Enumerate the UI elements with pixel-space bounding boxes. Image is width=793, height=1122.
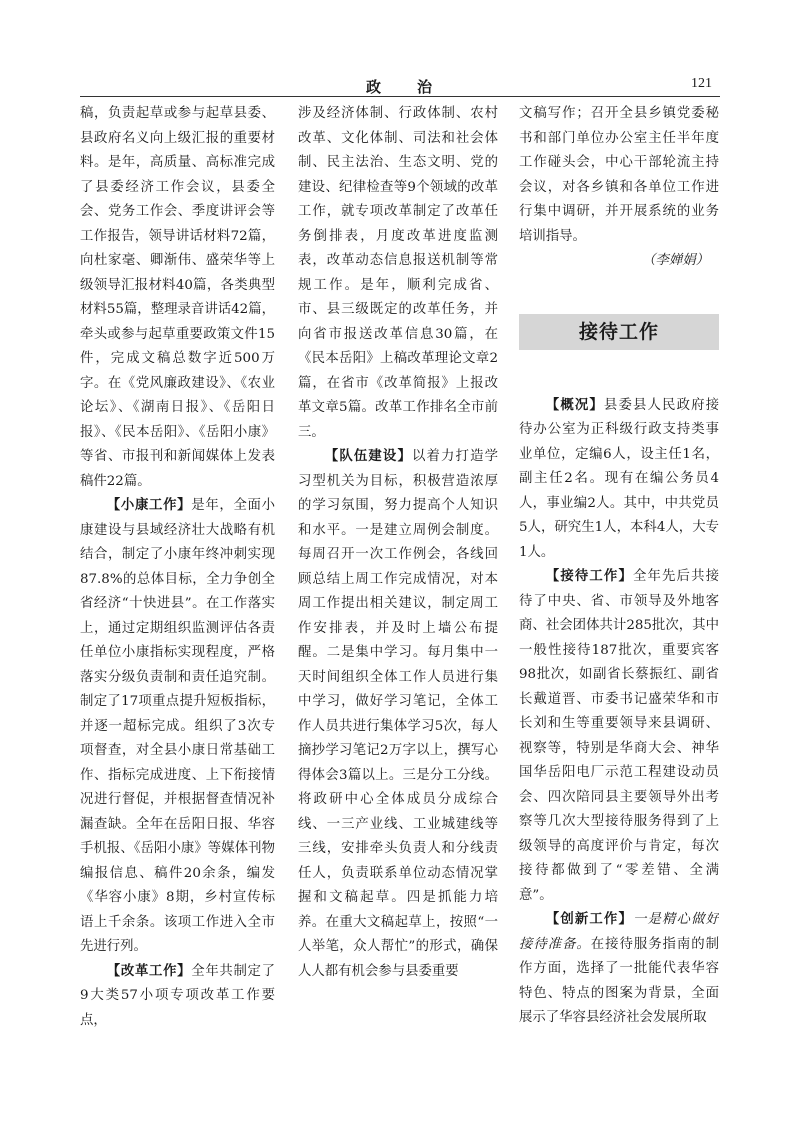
paragraph-xiaokang — [80, 494, 275, 960]
paragraph-heading: 【概况】 — [545, 397, 604, 413]
paragraph-continued: 稿，负责起草或参与起草县委、县政府名义向上级汇报的重要材料。是年，高质量、高标准完成了县委经济工作会议，县委全会、党务工作会、季度讲评会等工作报告，领导讲话材料72篇，向杜家毫、卿渐伟、盛荣华等上级领导汇报材料40篇，各类典型材料55篇，整理录音讲话42篇，牵头或参与起草重要政策文件15件，完成文稿总数字近500万字。在《党风廉政建设》、《农业论坛》、《湖南日报》、《岳阳日报》、《民本岳阳》、《岳阳小康》等省、市报刊和新闻媒体上发表稿件22篇。 — [80, 106, 275, 489]
header-rule — [80, 96, 720, 97]
text-column-3 — [519, 102, 719, 1102]
paragraph-body: 以着力打造学习型机关为目标，积极营造浓厚的学习氛围，努力提高个人知识和水平。一是建立周例会制度。每周召开一次工作例会，各线回顾总结上周工作完成情况，对本周工作提出相关建议，制定周工作安排表，并及时上墙公布提醒。二是集中学习。每月集中一天时间组织全体工作人员进行集中学习，做好学习笔记，全体工作人员共进行集体学习5次，每人摘抄学习笔记2万字以上，撰写心得体会3篇以上。三是分工分线。将政研中心全体成员分成综合线、一三产业线、工业城建线等三线，安排牵头负责人和分线责任人，负责联系单位动态情况掌握和文稿起草。四是抓能力培养。在重大文稿起草上，按照“一人举笔，众人帮忙”的形式，确保人人都有机会参与县委重要 — [298, 449, 498, 979]
paragraph-body: 在接待服务指南的制作方面，选择了一批能代表华容特色、特点的图案为背景，全面展示了华容县经济社会发展所取 — [519, 936, 719, 1025]
paragraph-heading: 【创新工作】 — [545, 912, 633, 927]
paragraph-reform — [80, 960, 275, 1034]
paragraph-body: 全年共制定了9大类57小项专项改革工作要点， — [80, 963, 275, 1028]
paragraph-innovation — [519, 908, 719, 1031]
paragraph-emphasis: 一是精心做好接待准备。 — [519, 912, 719, 952]
paragraph-heading: 【接待工作】 — [545, 569, 633, 584]
paragraph-continued: 文稿写作；召开全县乡镇党委秘书和部门单位办公室主任半年度工作碰头会，中心干部轮流主持会议，对各乡镇和各单位工作进行集中调研，并开展系统的业务培训指导。 — [519, 106, 719, 244]
paragraph-heading: 【改革工作】 — [106, 963, 192, 979]
text-column-2 — [298, 102, 498, 1102]
paragraph-reception — [519, 565, 719, 908]
section-title-box: 接待工作 — [519, 314, 719, 350]
paragraph-overview — [519, 394, 719, 566]
author-signature: （李婵娟） — [642, 253, 709, 268]
paragraph-body: 全年先后共接待了中央、省、市领导及外地客商、社会团体共计285批次，其中一般性接待187批次，重要宾客98批次，如副省长蔡振红、副省长戴道晋、市委书记盛荣华和市长刘和生等重要领导来县调研、视察等，特别是华商大会、神华国华岳阳电厂示范工程建设动员会、四次陪同县主要领导外出考察等几次大型接待服务得到了上级领导的高度评价与肯定，每次接待都做到了“零差错、全满意”。 — [519, 569, 719, 903]
paragraph-continued: 涉及经济体制、行政体制、农村改革、文化体制、司法和社会体制、民主法治、生态文明、党的建设、纪律检查等9个领域的改革工作，就专项改革制定了改革任务倒排表，月度改革进度监测表，改革动态信息报送机制等常规工作。是年，顺利完成省、市、县三级既定的改革任务，并向省市报送改革信息30篇，在《民本岳阳》上稿改革理论文章2篇，在省市《改革简报》上报改革文章5篇。改革工作排名全市前三。 — [298, 106, 498, 440]
paragraph-body: 县委县人民政府接待办公室为正科级行政支持类事业单位，定编6人，设主任1名，副主任2名。现有在编公务员4人，事业编2人。其中，中共党员5人，研究生1人，本科4人，大专1人。 — [519, 397, 719, 560]
page-number: 121 — [691, 76, 712, 91]
paragraph-heading: 【小康工作】 — [106, 498, 192, 513]
text-column-1 — [80, 102, 275, 1102]
paragraph-heading: 【队伍建设】 — [324, 449, 412, 464]
running-header — [80, 76, 720, 98]
section-header-title: 政 治 — [365, 78, 434, 96]
paragraph-body: 是年，全面小康建设与县域经济壮大战略有机结合，制定了小康年终冲刺实现87.8%的总体目标，全力争创全省经济“十快进县”。在工作落实上，通过定期组织监测评估各责任单位小康指标实现程度，严格落实分级负责制和责任追究制。制定了17项重点提升短板指标，并逐一超标完成。组织了3次专项督查，对全县小康日常基础工作、指标完成进度、上下衔接情况进行督促，并根据督查情况补漏查缺。全年在岳阳日报、华容手机报、《岳阳小康》等媒体刊物编报信息、稿件20余条，编发《华容小康》8期，乡村宣传标语上千余条。该项工作进入全市先进行列。 — [80, 498, 275, 954]
paragraph-team-building — [298, 445, 498, 984]
